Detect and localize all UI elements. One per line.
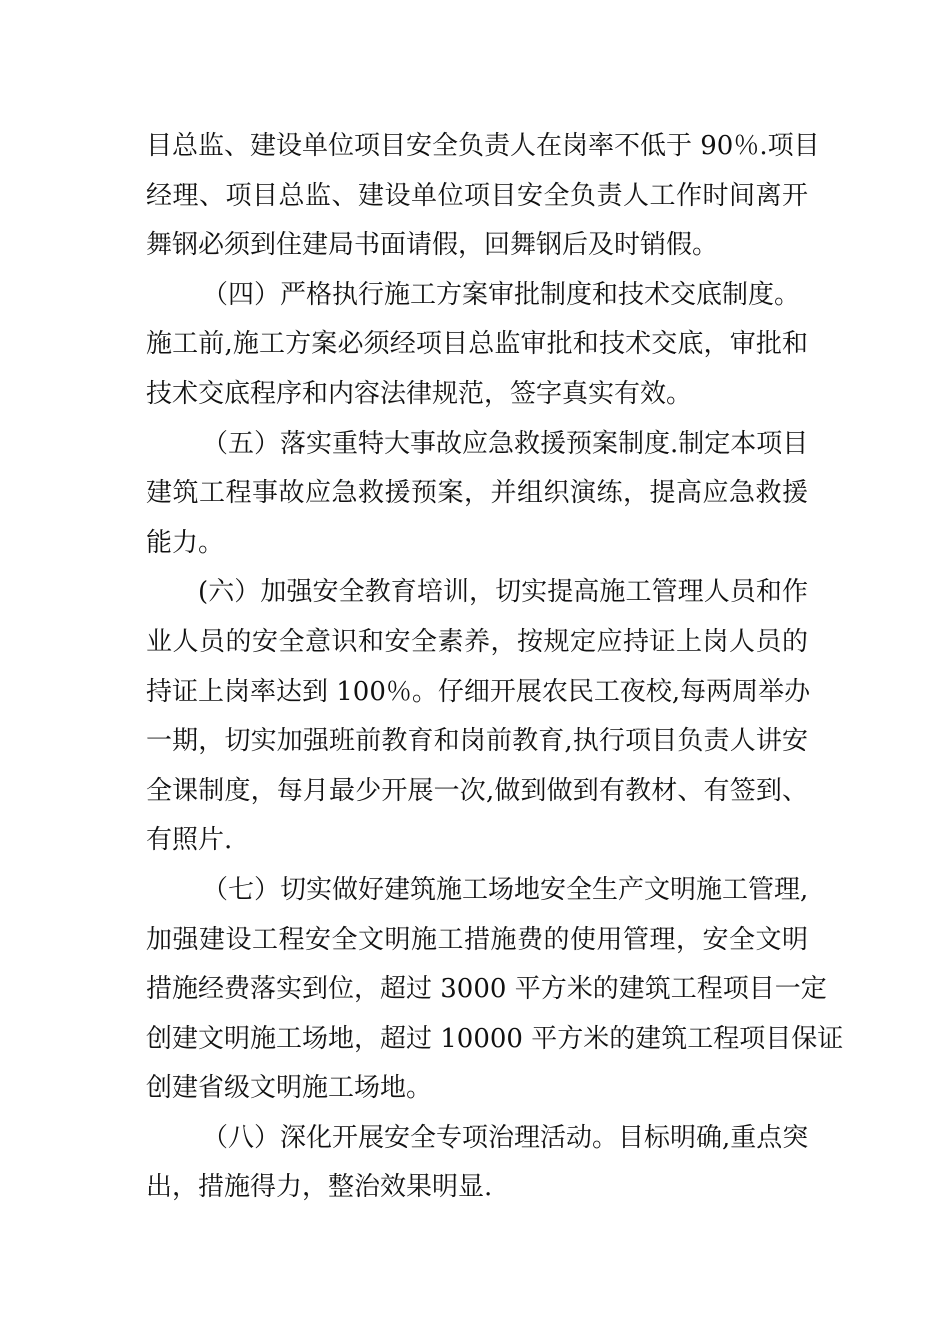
text-line: (六）加强安全教育培训，切实提高施工管理人员和作 xyxy=(198,577,808,608)
text-line: 施工前,施工方案必须经项目总监审批和技术交底，审批和 xyxy=(146,329,808,360)
text-line: 全课制度，每月最少开展一次,做到做到有教材、有签到、 xyxy=(146,775,808,806)
text-line: 持证上岗率达到 100％。仔细开展农民工夜校,每两周举办 xyxy=(146,676,811,707)
paragraph-6 xyxy=(146,568,811,866)
text-line: （五）落实重特大事故应急救援预案制度.制定本项目 xyxy=(202,428,809,459)
text-line: 措施经费落实到位，超过 3000 平方米的建筑工程项目一定 xyxy=(146,974,827,1005)
text-line: 业人员的安全意识和安全素养，按规定应持证上岗人员的 xyxy=(146,626,808,657)
text-line: 能力。 xyxy=(146,527,225,558)
text-line: 技术交底程序和内容法律规范，签字真实有效。 xyxy=(146,378,693,409)
document-body xyxy=(146,122,844,1213)
text-line: 创建省级文明施工场地。 xyxy=(146,1073,433,1104)
text-line: 一期，切实加强班前教育和岗前教育,执行项目负责人讲安 xyxy=(146,726,808,757)
paragraph-5 xyxy=(146,420,808,569)
paragraph-8 xyxy=(146,1114,808,1213)
paragraph-continuation xyxy=(146,122,820,271)
paragraph-4 xyxy=(146,271,808,420)
text-line: （四）严格执行施工方案审批制度和技术交底制度。 xyxy=(202,279,801,310)
text-line: 加强建设工程安全文明施工措施费的使用管理，安全文明 xyxy=(146,924,808,955)
text-line: 有照片. xyxy=(146,825,233,856)
text-line: 经理、项目总监、建设单位项目安全负责人工作时间离开 xyxy=(146,180,808,211)
text-line: 目总监、建设单位项目安全负责人在岗率不低于 90％.项目 xyxy=(146,131,820,161)
text-line: （七）切实做好建筑施工场地安全生产文明施工管理, xyxy=(202,874,809,905)
text-line: 出，措施得力，整治效果明显. xyxy=(146,1172,493,1203)
text-line: 舞钢必须到住建局书面请假，回舞钢后及时销假。 xyxy=(146,230,719,261)
text-line: 创建文明施工场地，超过 10000 平方米的建筑工程项目保证 xyxy=(146,1023,844,1054)
paragraph-7 xyxy=(146,866,844,1114)
text-line: 建筑工程事故应急救援预案，并组织演练，提高应急救援 xyxy=(146,478,808,509)
text-line: （八）深化开展安全专项治理活动。目标明确,重点突 xyxy=(202,1122,809,1153)
